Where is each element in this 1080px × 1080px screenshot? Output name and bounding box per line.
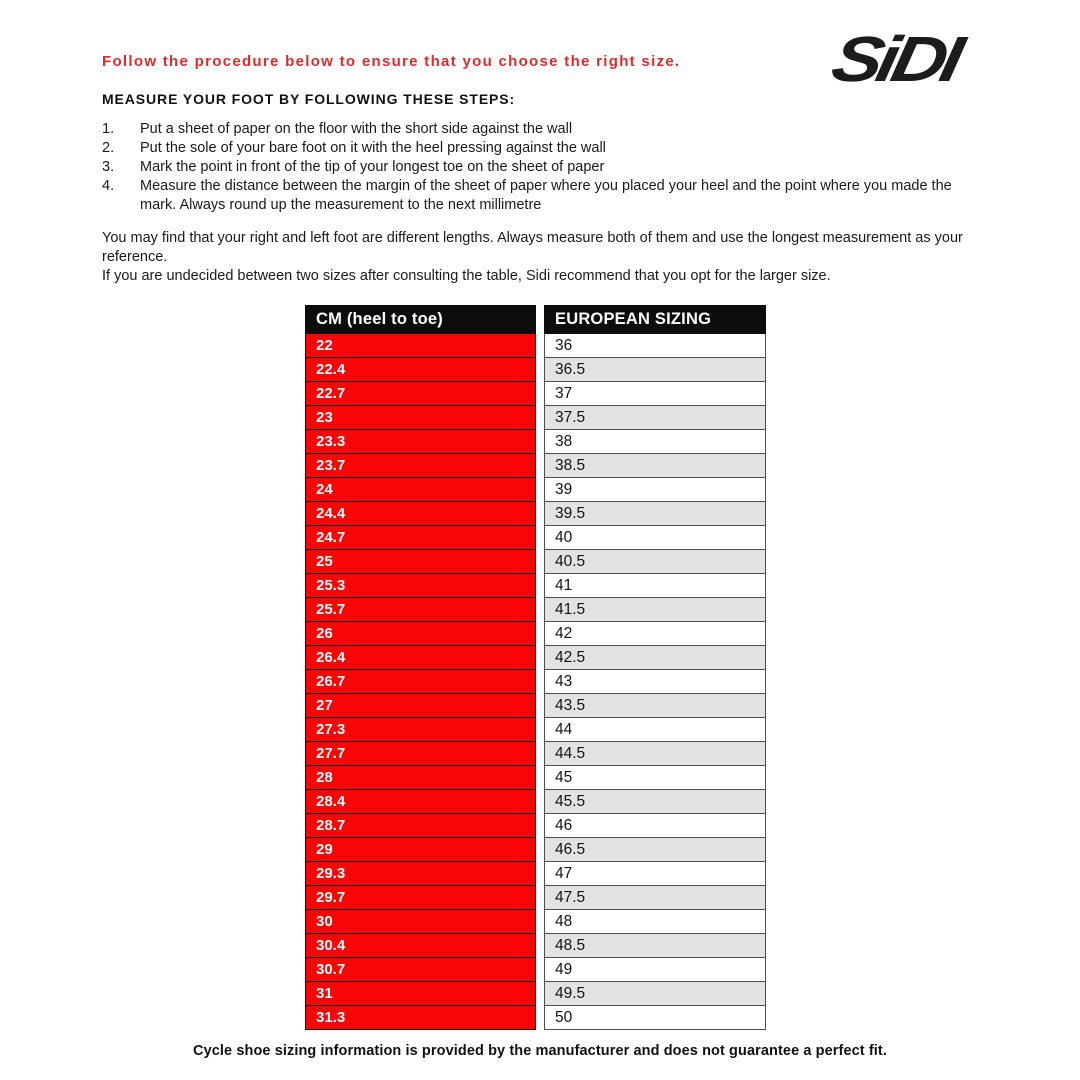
eu-size-value: 38.5 [545, 454, 766, 478]
eu-size-value: 45.5 [545, 790, 766, 814]
step-number: 3. [102, 159, 115, 175]
cm-value: 29.7 [306, 886, 536, 910]
eu-size-value: 39.5 [545, 502, 766, 526]
table-row [306, 718, 766, 742]
column-gap [536, 598, 545, 622]
eu-size-value: 43 [545, 670, 766, 694]
eu-size-value: 43.5 [545, 694, 766, 718]
step-text: Measure the distance between the margin of the sheet of paper where you placed your heel and the point where you made the mark. Always round up the measurement to the next millimetre [140, 178, 952, 213]
cm-value: 28.4 [306, 790, 536, 814]
cm-value: 31.3 [306, 1006, 536, 1030]
column-gap [536, 430, 545, 454]
table-row [306, 862, 766, 886]
eu-size-value: 36 [545, 334, 766, 358]
cm-value: 27.3 [306, 718, 536, 742]
cm-value: 26 [306, 622, 536, 646]
column-gap [536, 766, 545, 790]
note-measure-both: You may find that your right and left foot are different lengths. Always measure both of them and use the longest measurement as your reference. [102, 230, 963, 265]
table-row [306, 934, 766, 958]
table-row [306, 1006, 766, 1030]
cm-value: 23 [306, 406, 536, 430]
column-gap [536, 982, 545, 1006]
cm-value: 30 [306, 910, 536, 934]
step-text: Put the sole of your bare foot on it with the heel pressing against the wall [140, 140, 606, 156]
cm-value: 22 [306, 334, 536, 358]
list-item [102, 158, 980, 177]
eu-size-value: 48 [545, 910, 766, 934]
cm-value: 25.7 [306, 598, 536, 622]
cm-value: 26.4 [306, 646, 536, 670]
column-gap [536, 574, 545, 598]
column-gap [536, 886, 545, 910]
size-table-header [306, 306, 766, 334]
step-number: 4. [102, 178, 115, 194]
table-row [306, 526, 766, 550]
size-table-body [306, 334, 766, 1030]
table-row [306, 478, 766, 502]
size-table [305, 305, 766, 1030]
eu-size-value: 46 [545, 814, 766, 838]
cm-value: 30.7 [306, 958, 536, 982]
list-item [102, 177, 980, 215]
sidi-logo: SiDI [825, 23, 965, 95]
eu-size-value: 48.5 [545, 934, 766, 958]
cm-value: 29 [306, 838, 536, 862]
table-row [306, 574, 766, 598]
eu-size-value: 36.5 [545, 358, 766, 382]
column-gap [536, 910, 545, 934]
table-row [306, 982, 766, 1006]
eu-size-value: 47.5 [545, 886, 766, 910]
cm-value: 30.4 [306, 934, 536, 958]
eu-size-value: 47 [545, 862, 766, 886]
table-row [306, 430, 766, 454]
table-row [306, 334, 766, 358]
table-row [306, 598, 766, 622]
eu-size-value: 39 [545, 478, 766, 502]
cm-value: 28.7 [306, 814, 536, 838]
eu-size-value: 45 [545, 766, 766, 790]
column-gap [536, 454, 545, 478]
list-item [102, 120, 980, 139]
cm-value: 25.3 [306, 574, 536, 598]
eu-size-value: 42 [545, 622, 766, 646]
table-row [306, 886, 766, 910]
cm-value: 24.4 [306, 502, 536, 526]
cm-value: 22.4 [306, 358, 536, 382]
cm-value: 27 [306, 694, 536, 718]
column-gap [536, 334, 545, 358]
table-row [306, 910, 766, 934]
disclaimer-text: Cycle shoe sizing information is provided by the manufacturer and does not guarantee a perfect fit. [193, 1043, 887, 1059]
column-gap [536, 406, 545, 430]
column-gap [536, 1006, 545, 1030]
eu-size-value: 49 [545, 958, 766, 982]
column-gap [536, 814, 545, 838]
note-undecided: If you are undecided between two sizes after consulting the table, Sidi recommend that you opt for the larger size. [102, 268, 831, 284]
cm-value: 22.7 [306, 382, 536, 406]
step-text: Put a sheet of paper on the floor with the short side against the wall [140, 121, 573, 137]
column-gap [536, 478, 545, 502]
column-gap [536, 958, 545, 982]
column-gap [536, 862, 545, 886]
column-gap [536, 742, 545, 766]
table-row [306, 454, 766, 478]
column-gap [536, 550, 545, 574]
column-header-eu: EUROPEAN SIZING [545, 306, 766, 334]
table-row [306, 622, 766, 646]
table-row [306, 670, 766, 694]
cm-value: 31 [306, 982, 536, 1006]
column-gap [536, 646, 545, 670]
table-row [306, 742, 766, 766]
column-gap [536, 790, 545, 814]
eu-size-value: 41 [545, 574, 766, 598]
headline: Follow the procedure below to ensure that you choose the right size. [102, 53, 681, 70]
table-row [306, 694, 766, 718]
eu-size-value: 37.5 [545, 406, 766, 430]
table-row [306, 766, 766, 790]
table-row [306, 550, 766, 574]
list-item [102, 139, 980, 158]
eu-size-value: 42.5 [545, 646, 766, 670]
eu-size-value: 37 [545, 382, 766, 406]
eu-size-value: 38 [545, 430, 766, 454]
eu-size-value: 44 [545, 718, 766, 742]
steps-list [102, 120, 980, 215]
eu-size-value: 40.5 [545, 550, 766, 574]
cm-value: 24 [306, 478, 536, 502]
column-header-cm: CM (heel to toe) [306, 306, 536, 334]
step-number: 1. [102, 121, 115, 137]
cm-value: 25 [306, 550, 536, 574]
eu-size-value: 40 [545, 526, 766, 550]
column-gap [536, 694, 545, 718]
column-gap [536, 306, 545, 334]
column-gap [536, 622, 545, 646]
cm-value: 23.7 [306, 454, 536, 478]
eu-size-value: 49.5 [545, 982, 766, 1006]
table-row [306, 814, 766, 838]
table-row [306, 646, 766, 670]
cm-value: 24.7 [306, 526, 536, 550]
eu-size-value: 50 [545, 1006, 766, 1030]
column-gap [536, 670, 545, 694]
column-gap [536, 718, 545, 742]
column-gap [536, 838, 545, 862]
table-row [306, 958, 766, 982]
column-gap [536, 358, 545, 382]
eu-size-value: 44.5 [545, 742, 766, 766]
table-row [306, 838, 766, 862]
table-row [306, 406, 766, 430]
notes-block [102, 229, 982, 286]
cm-value: 26.7 [306, 670, 536, 694]
measure-steps-heading: MEASURE YOUR FOOT BY FOLLOWING THESE STEPS: [102, 91, 516, 107]
column-gap [536, 502, 545, 526]
column-gap [536, 934, 545, 958]
cm-value: 28 [306, 766, 536, 790]
table-row [306, 502, 766, 526]
table-row [306, 790, 766, 814]
table-row [306, 358, 766, 382]
cm-value: 27.7 [306, 742, 536, 766]
step-text: Mark the point in front of the tip of your longest toe on the sheet of paper [140, 159, 605, 175]
cm-value: 23.3 [306, 430, 536, 454]
step-number: 2. [102, 140, 115, 156]
eu-size-value: 46.5 [545, 838, 766, 862]
cm-value: 29.3 [306, 862, 536, 886]
eu-size-value: 41.5 [545, 598, 766, 622]
column-gap [536, 526, 545, 550]
column-gap [536, 382, 545, 406]
table-row [306, 382, 766, 406]
